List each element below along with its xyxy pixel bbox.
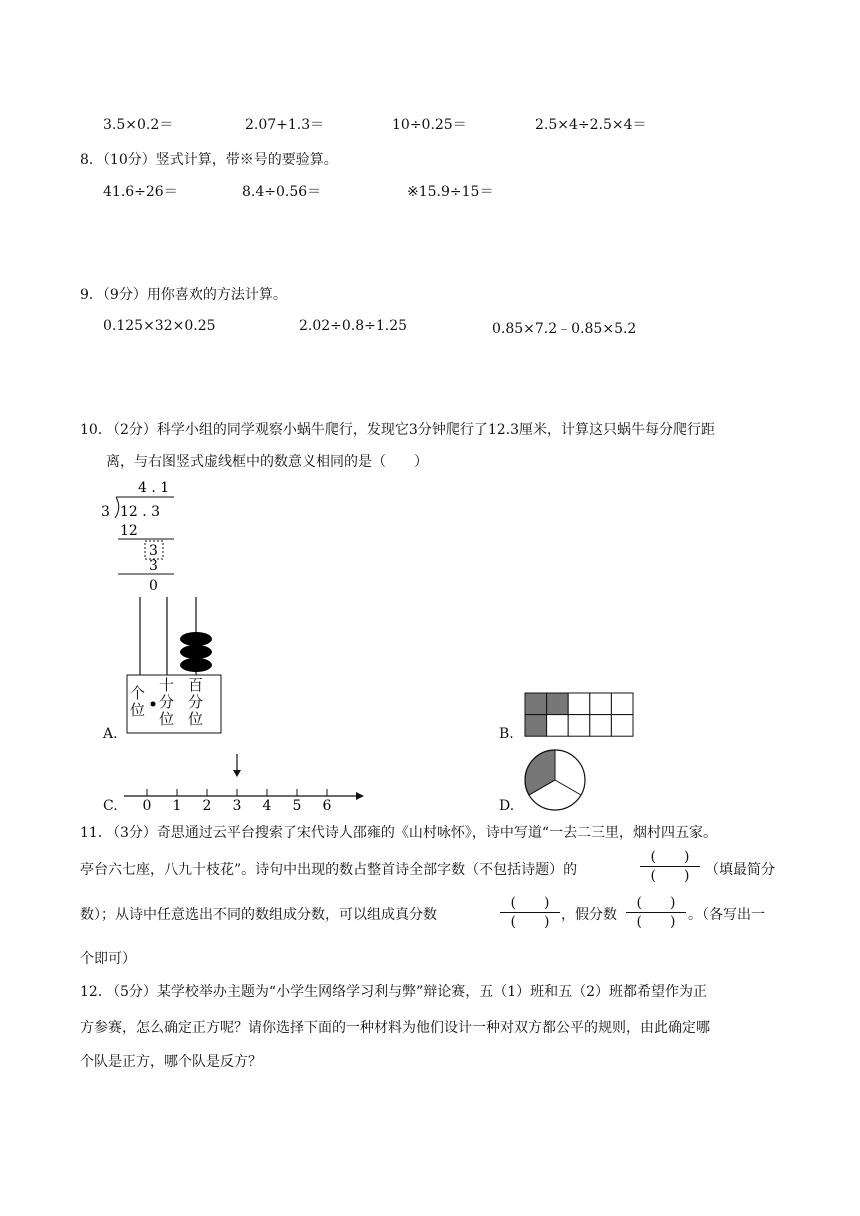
- number-line-tick-label: 2: [202, 798, 212, 814]
- calc-item: ※15.9÷15＝: [407, 184, 494, 200]
- question-11-line4: 个即可）: [80, 951, 136, 967]
- calc-item: 0.125×32×0.25: [103, 318, 216, 334]
- numerator-blank[interactable]: ( ): [510, 895, 550, 911]
- pointer-arrowhead: [233, 770, 241, 777]
- question-11-line2b: （填最简分: [705, 862, 775, 878]
- number-line-arrowhead: [356, 792, 364, 800]
- question-10-line2: 离，与右图竖式虚线框中的数意义相同的是（ ）: [106, 454, 428, 470]
- number-line: [120, 750, 370, 814]
- division-boxed-digit: 3: [149, 543, 158, 559]
- grid-cell: [611, 693, 633, 715]
- question-12-line2: 方参赛，怎么确定正方呢？请你选择下面的一种材料为他们设计一种对双方都公平的规则，由此确定哪: [80, 1020, 710, 1036]
- division-quotient: 4 . 1: [138, 480, 170, 496]
- question-8-title: 8．（10分）竖式计算，带※号的要验算。: [80, 152, 338, 168]
- calc-item: 2.07+1.3＝: [245, 117, 325, 133]
- numerator-blank[interactable]: ( ): [636, 895, 676, 911]
- question-12-number: 12．: [80, 984, 112, 1000]
- option-d-label[interactable]: D.: [499, 798, 515, 814]
- calc-item: 3.5×0.2＝: [103, 117, 174, 133]
- grid-cell: [590, 715, 612, 737]
- abacus-col-tenths: 十分位: [159, 676, 175, 728]
- number-line-tick-label: 5: [292, 798, 302, 814]
- option-a-label[interactable]: A.: [103, 726, 118, 742]
- option-c-label[interactable]: C.: [103, 798, 118, 814]
- numerator-blank[interactable]: ( ): [650, 849, 690, 865]
- bead: [180, 645, 212, 659]
- division-divisor: 3: [101, 504, 110, 520]
- grid-cell-shaded: [547, 693, 569, 715]
- number-line-tick-label: 3: [232, 798, 242, 814]
- fraction-blank-1[interactable]: [640, 848, 700, 885]
- question-10-number: 10．: [80, 422, 112, 438]
- option-b-label[interactable]: B.: [499, 726, 514, 742]
- number-line-tick-label: 6: [322, 798, 332, 814]
- denominator-blank[interactable]: ( ): [650, 868, 690, 884]
- question-12-line3: 个队是正方，哪个队是反方？: [80, 1054, 262, 1070]
- division-remainder: 0: [149, 578, 158, 594]
- grid-diagram: [524, 692, 634, 738]
- question-10-line1: （2分）科学小组的同学观察小蜗牛爬行，发现它3分钟爬行了12.3厘米，计算这只蜗牛每分爬行距: [106, 422, 715, 438]
- grid-cell-shaded: [525, 693, 547, 715]
- question-11-number: 11．: [80, 825, 112, 841]
- calc-item: 10÷0.25＝: [392, 117, 467, 133]
- abacus-col-ones: 个位: [130, 684, 146, 719]
- question-9-title: 9．（9分）用你喜欢的方法计算。: [80, 287, 287, 303]
- calc-item: 2.02÷0.8÷1.25: [299, 318, 408, 334]
- question-11-line2a: 亭台六七座，八九十枝花”。诗句中出现的数占整首诗全部字数（不包括诗题）的: [80, 862, 578, 878]
- grid-cell: [611, 715, 633, 737]
- grid-cell: [568, 693, 590, 715]
- calc-item: 2.5×4÷2.5×4＝: [535, 117, 647, 133]
- fraction-blank-2[interactable]: [500, 894, 560, 931]
- long-division-figure: [98, 478, 188, 594]
- question-11-line3b: ，假分数: [561, 907, 617, 923]
- pie-diagram: [522, 747, 588, 813]
- calc-item: 41.6÷26＝: [103, 184, 178, 200]
- grid-cell: [590, 693, 612, 715]
- abacus-col-hundredths: 百分位: [188, 676, 204, 728]
- grid-cell-shaded: [525, 715, 547, 737]
- decimal-point: [151, 702, 156, 707]
- question-11-line3c: 。（各写出一: [688, 907, 765, 923]
- calc-item: 8.4÷0.56＝: [242, 184, 322, 200]
- question-11-line3a: 数）；从诗中任意选出不同的数组成分数，可以组成真分数: [80, 907, 437, 923]
- grid-cell: [547, 715, 569, 737]
- division-step1: 12: [120, 523, 138, 539]
- number-line-tick-label: 0: [142, 798, 152, 814]
- question-12-line1: （5分）某学校举办主题为“小学生网络学习利与弊”辩论赛，五（1）班和五（2）班都希望作为正: [106, 984, 708, 1000]
- bead: [180, 632, 212, 646]
- grid-cell: [568, 715, 590, 737]
- division-dividend: 12 . 3: [120, 504, 161, 520]
- question-11-line1: （3分）奇思通过云平台搜索了宋代诗人邵雍的《山村咏怀》，诗中写道“一去二三里，烟村四五家。: [106, 825, 718, 841]
- number-line-tick-label: 4: [262, 798, 272, 814]
- bead: [180, 658, 212, 672]
- number-line-tick-label: 1: [172, 798, 182, 814]
- division-step2: 3: [149, 558, 158, 574]
- calc-item: 0.85×7.2﹣0.85×5.2: [492, 321, 637, 337]
- denominator-blank[interactable]: ( ): [636, 914, 676, 930]
- denominator-blank[interactable]: ( ): [510, 914, 550, 930]
- fraction-blank-3[interactable]: [626, 894, 686, 931]
